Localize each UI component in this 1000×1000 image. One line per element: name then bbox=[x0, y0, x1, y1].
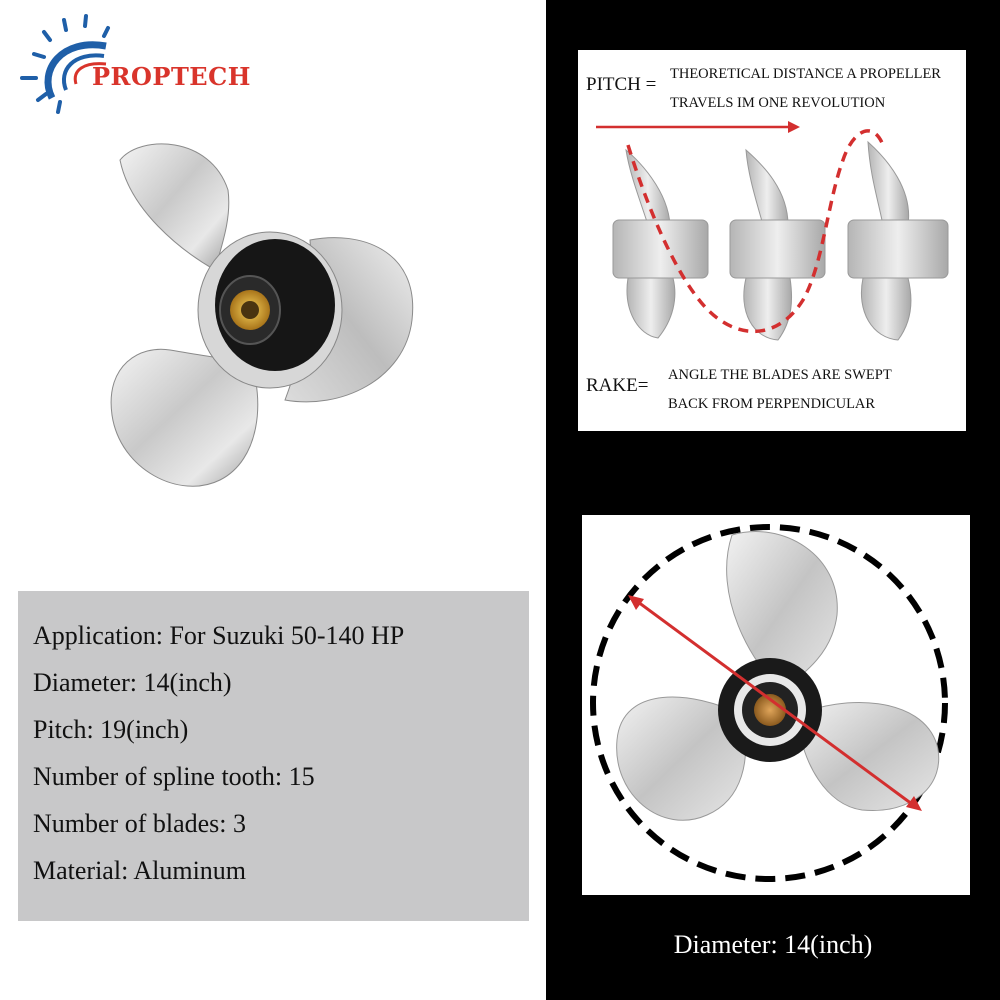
diameter-caption: Diameter: 14(inch) bbox=[673, 930, 873, 959]
brand-logo bbox=[14, 10, 251, 120]
rake-term: RAKE= bbox=[586, 375, 649, 396]
spec-list bbox=[18, 591, 529, 921]
diameter-diagram bbox=[582, 515, 970, 895]
spec-pitch: Pitch: 19(inch) bbox=[33, 715, 189, 744]
spec-material: Material: Aluminum bbox=[33, 856, 247, 885]
pitch-term: PITCH = bbox=[586, 74, 657, 95]
spec-diameter: Diameter: 14(inch) bbox=[33, 668, 232, 697]
spec-spline: Number of spline tooth: 15 bbox=[33, 762, 315, 791]
propeller-image bbox=[100, 130, 430, 500]
rake-definition-line2: BACK FROM PERPENDICULAR bbox=[668, 396, 876, 412]
pitch-rake-diagram bbox=[578, 50, 966, 431]
rake-definition-line1: ANGLE THE BLADES ARE SWEPT bbox=[668, 367, 892, 383]
pitch-definition-line2: TRAVELS IM ONE REVOLUTION bbox=[670, 95, 886, 111]
pitch-definition-line1: THEORETICAL DISTANCE A PROPELLER bbox=[670, 66, 941, 82]
brand-name: PROPTECH bbox=[92, 62, 251, 91]
spec-application: Application: For Suzuki 50-140 HP bbox=[33, 621, 405, 650]
spec-blades: Number of blades: 3 bbox=[33, 809, 247, 838]
